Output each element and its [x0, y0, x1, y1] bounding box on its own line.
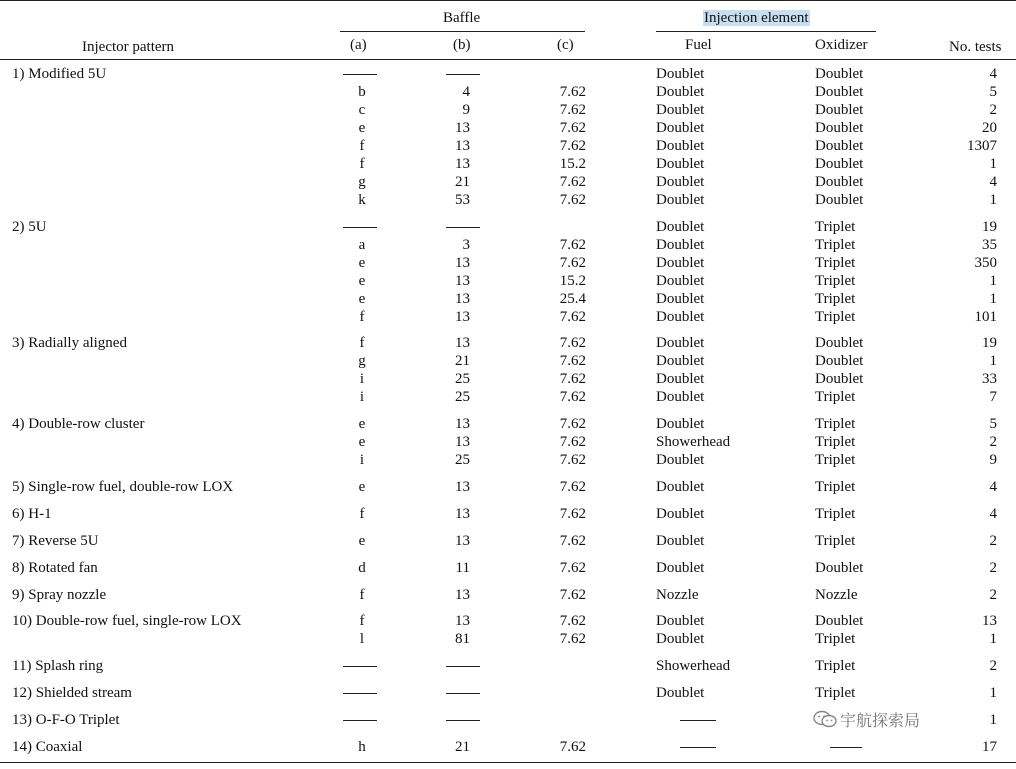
fuel-cell: Doublet: [656, 631, 705, 647]
oxidizer-cell: Doublet: [815, 156, 864, 172]
pattern-cell: 11) Splash ring: [12, 658, 104, 674]
wechat-icon: [812, 710, 838, 728]
fuel-cell: Doublet: [656, 613, 705, 629]
baffle-c-cell: 7.62: [559, 255, 586, 271]
baffle-c-cell: 7.62: [559, 309, 586, 325]
tests-cell: 2: [989, 102, 997, 118]
oxidizer-cell: Doublet: [815, 84, 864, 100]
oxidizer-cell: Triplet: [815, 452, 856, 468]
baffle-a-cell: i: [359, 452, 365, 468]
baffle-a-cell: g: [358, 174, 366, 190]
baffle-a-cell: l: [359, 631, 365, 647]
oxidizer-cell: Triplet: [815, 416, 856, 432]
tests-cell: 35: [982, 237, 997, 253]
pattern-cell: 1) Modified 5U: [12, 66, 107, 82]
injection-rule: [656, 31, 876, 32]
tests-cell: 33: [982, 371, 997, 387]
baffle-b-cell: 13: [455, 120, 470, 136]
tests-cell: 4: [989, 66, 997, 82]
baffle-c-cell: 7.62: [559, 560, 586, 576]
baffle-c-cell: 15.2: [559, 273, 586, 289]
tests-cell: 4: [989, 506, 997, 522]
baffle-b-cell: 13: [455, 309, 470, 325]
tests-cell: 2: [989, 560, 997, 576]
baffle-c-cell: 7.62: [559, 138, 586, 154]
baffle-rule: [340, 31, 585, 32]
baffle-b-cell: 13: [455, 273, 470, 289]
baffle-c-cell: 7.62: [559, 120, 586, 136]
fuel-cell: Doublet: [656, 416, 705, 432]
table-top-rule: [0, 0, 1016, 1]
tests-cell: 5: [989, 84, 997, 100]
pattern-cell: 2) 5U: [12, 219, 47, 235]
fuel-cell: Showerhead: [656, 658, 731, 674]
fuel-cell: Doublet: [656, 371, 705, 387]
oxidizer-cell: Triplet: [815, 685, 856, 701]
baffle-b-cell: 13: [455, 613, 470, 629]
oxidizer-cell: Triplet: [815, 309, 856, 325]
tests-cell: 1: [989, 291, 997, 307]
baffle-c-cell: 7.62: [559, 739, 586, 755]
fuel-cell: Doublet: [656, 353, 705, 369]
baffle-c-cell: 7.62: [559, 452, 586, 468]
fuel-cell: Doublet: [656, 66, 705, 82]
header-bottom-rule: [0, 59, 1016, 60]
tests-cell: 4: [989, 174, 997, 190]
baffle-c-cell: 7.62: [559, 192, 586, 208]
pattern-cell: 3) Radially aligned: [12, 335, 127, 351]
pattern-cell: 5) Single-row fuel, double-row LOX: [12, 479, 234, 495]
baffle-a-cell: i: [359, 389, 365, 405]
tests-cell: 1: [989, 712, 997, 728]
fuel-cell: Showerhead: [656, 434, 731, 450]
fuel-cell: Doublet: [656, 479, 705, 495]
oxidizer-cell: Triplet: [815, 389, 856, 405]
fuel-cell: Doublet: [656, 120, 705, 136]
tests-cell: 4: [989, 479, 997, 495]
baffle-c-cell: 7.62: [559, 479, 586, 495]
tests-cell: 2: [989, 658, 997, 674]
oxidizer-cell: Doublet: [815, 613, 864, 629]
baffle-c-cell: 25.4: [559, 291, 586, 307]
fuel-dash: [680, 747, 716, 748]
baffle-b-cell: 13: [455, 506, 470, 522]
baffle-b-cell: 25: [455, 389, 470, 405]
oxidizer-cell: Triplet: [815, 479, 856, 495]
baffle-b-cell: 13: [455, 416, 470, 432]
baffle-c-cell: 7.62: [559, 506, 586, 522]
baffle-a-cell: f: [359, 587, 365, 603]
baffle-b-cell: 13: [455, 138, 470, 154]
baffle-b-cell: 21: [455, 353, 470, 369]
fuel-cell: Doublet: [656, 335, 705, 351]
fuel-cell: Doublet: [656, 533, 705, 549]
tests-cell: 7: [989, 389, 997, 405]
baffle-a-cell: e: [358, 479, 366, 495]
oxidizer-cell: Triplet: [815, 219, 856, 235]
oxidizer-cell: Doublet: [815, 335, 864, 351]
baffle-a-cell: e: [358, 120, 366, 136]
baffle-a-dash: [343, 74, 377, 75]
tests-cell: 2: [989, 587, 997, 603]
pattern-cell: 13) O-F-O Triplet: [12, 712, 120, 728]
baffle-b-cell: 13: [455, 255, 470, 271]
tests-cell: 2: [989, 533, 997, 549]
baffle-c-cell: 7.62: [559, 389, 586, 405]
tests-cell: 1307: [967, 138, 997, 154]
tests-cell: 20: [982, 120, 997, 136]
baffle-a-cell: k: [358, 192, 366, 208]
baffle-a-dash: [343, 693, 377, 694]
pattern-cell: 4) Double-row cluster: [12, 416, 145, 432]
baffle-a-header: (a): [350, 37, 367, 53]
no-tests-header: No. tests: [949, 39, 1002, 55]
baffle-a-cell: g: [358, 353, 366, 369]
fuel-cell: Doublet: [656, 192, 705, 208]
watermark-text: 宇航探索局: [840, 710, 921, 730]
oxidizer-cell: Doublet: [815, 66, 864, 82]
baffle-c-cell: 7.62: [559, 84, 586, 100]
baffle-header: Baffle: [443, 10, 481, 26]
oxidizer-dash: [830, 747, 862, 748]
tests-cell: 2: [989, 434, 997, 450]
oxidizer-header: Oxidizer: [815, 37, 868, 53]
tests-cell: 1: [989, 273, 997, 289]
fuel-cell: Doublet: [656, 102, 705, 118]
oxidizer-cell: Doublet: [815, 192, 864, 208]
fuel-cell: Doublet: [656, 273, 705, 289]
baffle-a-cell: i: [359, 371, 365, 387]
fuel-cell: Doublet: [656, 156, 705, 172]
injector-pattern-header: Injector pattern: [82, 39, 175, 55]
baffle-b-cell: 13: [455, 156, 470, 172]
injection-element-header: [703, 9, 810, 27]
baffle-b-header: (b): [453, 37, 471, 53]
fuel-header: Fuel: [685, 37, 712, 53]
fuel-cell: Doublet: [656, 138, 705, 154]
tests-cell: 1: [989, 685, 997, 701]
baffle-b-dash: [446, 720, 480, 721]
baffle-a-cell: e: [358, 291, 366, 307]
oxidizer-cell: Doublet: [815, 138, 864, 154]
oxidizer-cell: Doublet: [815, 102, 864, 118]
baffle-b-cell: 21: [455, 174, 470, 190]
baffle-b-cell: 13: [455, 533, 470, 549]
baffle-a-dash: [343, 227, 377, 228]
tests-cell: 13: [982, 613, 997, 629]
baffle-c-cell: 7.62: [559, 102, 586, 118]
tests-cell: 19: [982, 335, 997, 351]
pattern-cell: 8) Rotated fan: [12, 560, 98, 576]
baffle-c-cell: 7.62: [559, 613, 586, 629]
fuel-cell: Doublet: [656, 291, 705, 307]
fuel-cell: Doublet: [656, 237, 705, 253]
fuel-cell: Doublet: [656, 560, 705, 576]
baffle-b-cell: 21: [455, 739, 470, 755]
pattern-cell: 7) Reverse 5U: [12, 533, 99, 549]
baffle-b-cell: 81: [455, 631, 470, 647]
baffle-b-cell: 13: [455, 291, 470, 307]
baffle-b-cell: 13: [455, 587, 470, 603]
tests-cell: 1: [989, 631, 997, 647]
baffle-a-cell: e: [358, 255, 366, 271]
pattern-cell: 12) Shielded stream: [12, 685, 132, 701]
baffle-b-cell: 13: [455, 335, 470, 351]
tests-cell: 9: [989, 452, 997, 468]
oxidizer-cell: Triplet: [815, 506, 856, 522]
pattern-cell: 14) Coaxial: [12, 739, 83, 755]
fuel-cell: Doublet: [656, 174, 705, 190]
oxidizer-cell: Triplet: [815, 273, 856, 289]
fuel-dash: [680, 720, 716, 721]
baffle-a-cell: f: [359, 506, 365, 522]
oxidizer-cell: Doublet: [815, 371, 864, 387]
baffle-c-cell: 7.62: [559, 631, 586, 647]
watermark: [812, 708, 924, 730]
baffle-b-dash: [446, 74, 480, 75]
pattern-cell: 9) Spray nozzle: [12, 587, 107, 603]
baffle-c-cell: 7.62: [559, 416, 586, 432]
baffle-a-cell: f: [359, 335, 365, 351]
tests-cell: 17: [982, 739, 997, 755]
tests-cell: 101: [974, 309, 997, 325]
oxidizer-cell: Doublet: [815, 120, 864, 136]
baffle-b-cell: 25: [455, 371, 470, 387]
oxidizer-cell: Nozzle: [815, 587, 858, 603]
baffle-c-cell: 7.62: [559, 371, 586, 387]
oxidizer-cell: Triplet: [815, 291, 856, 307]
fuel-cell: Doublet: [656, 389, 705, 405]
baffle-c-header: (c): [557, 37, 574, 53]
fuel-cell: Doublet: [656, 685, 705, 701]
fuel-cell: Doublet: [656, 452, 705, 468]
baffle-b-cell: 4: [462, 84, 470, 100]
tests-cell: 350: [974, 255, 997, 271]
baffle-b-cell: 3: [462, 237, 470, 253]
fuel-cell: Doublet: [656, 219, 705, 235]
baffle-b-dash: [446, 666, 480, 667]
fuel-cell: Doublet: [656, 506, 705, 522]
oxidizer-cell: Doublet: [815, 353, 864, 369]
oxidizer-cell: Triplet: [815, 434, 856, 450]
baffle-b-cell: 25: [455, 452, 470, 468]
oxidizer-cell: Triplet: [815, 631, 856, 647]
baffle-a-dash: [343, 720, 377, 721]
injection-element-label: Injection element: [704, 10, 809, 26]
tests-cell: 1: [989, 353, 997, 369]
baffle-a-cell: f: [359, 138, 365, 154]
baffle-a-cell: f: [359, 613, 365, 629]
baffle-a-cell: e: [358, 273, 366, 289]
baffle-a-cell: b: [358, 84, 366, 100]
baffle-a-cell: f: [359, 309, 365, 325]
baffle-a-cell: d: [358, 560, 366, 576]
fuel-cell: Doublet: [656, 84, 705, 100]
baffle-c-cell: 15.2: [559, 156, 586, 172]
baffle-b-cell: 9: [462, 102, 470, 118]
baffle-a-dash: [343, 666, 377, 667]
fuel-cell: Nozzle: [656, 587, 699, 603]
pattern-cell: 10) Double-row fuel, single-row LOX: [12, 613, 242, 629]
baffle-a-cell: e: [358, 416, 366, 432]
oxidizer-cell: Doublet: [815, 560, 864, 576]
oxidizer-cell: Doublet: [815, 174, 864, 190]
baffle-b-cell: 53: [455, 192, 470, 208]
tests-cell: 19: [982, 219, 997, 235]
baffle-b-cell: 13: [455, 434, 470, 450]
tests-cell: 1: [989, 192, 997, 208]
oxidizer-cell: Triplet: [815, 255, 856, 271]
baffle-b-cell: 13: [455, 479, 470, 495]
baffle-b-dash: [446, 227, 480, 228]
tests-cell: 5: [989, 416, 997, 432]
oxidizer-cell: Triplet: [815, 533, 856, 549]
baffle-c-cell: 7.62: [559, 174, 586, 190]
fuel-cell: Doublet: [656, 309, 705, 325]
baffle-c-cell: 7.62: [559, 434, 586, 450]
baffle-c-cell: 7.62: [559, 587, 586, 603]
baffle-c-cell: 7.62: [559, 237, 586, 253]
table-bottom-rule: [0, 762, 1016, 763]
baffle-a-cell: c: [358, 102, 366, 118]
oxidizer-cell: Triplet: [815, 237, 856, 253]
baffle-b-cell: 11: [455, 560, 470, 576]
pattern-cell: 6) H-1: [12, 506, 52, 522]
baffle-a-cell: f: [359, 156, 365, 172]
fuel-cell: Doublet: [656, 255, 705, 271]
oxidizer-cell: Triplet: [815, 658, 856, 674]
baffle-c-cell: 7.62: [559, 353, 586, 369]
baffle-c-cell: 7.62: [559, 533, 586, 549]
baffle-b-dash: [446, 693, 480, 694]
baffle-a-cell: a: [358, 237, 366, 253]
tests-cell: 1: [989, 156, 997, 172]
baffle-a-cell: e: [358, 434, 366, 450]
baffle-c-cell: 7.62: [559, 335, 586, 351]
baffle-a-cell: e: [358, 533, 366, 549]
baffle-a-cell: h: [358, 739, 366, 755]
